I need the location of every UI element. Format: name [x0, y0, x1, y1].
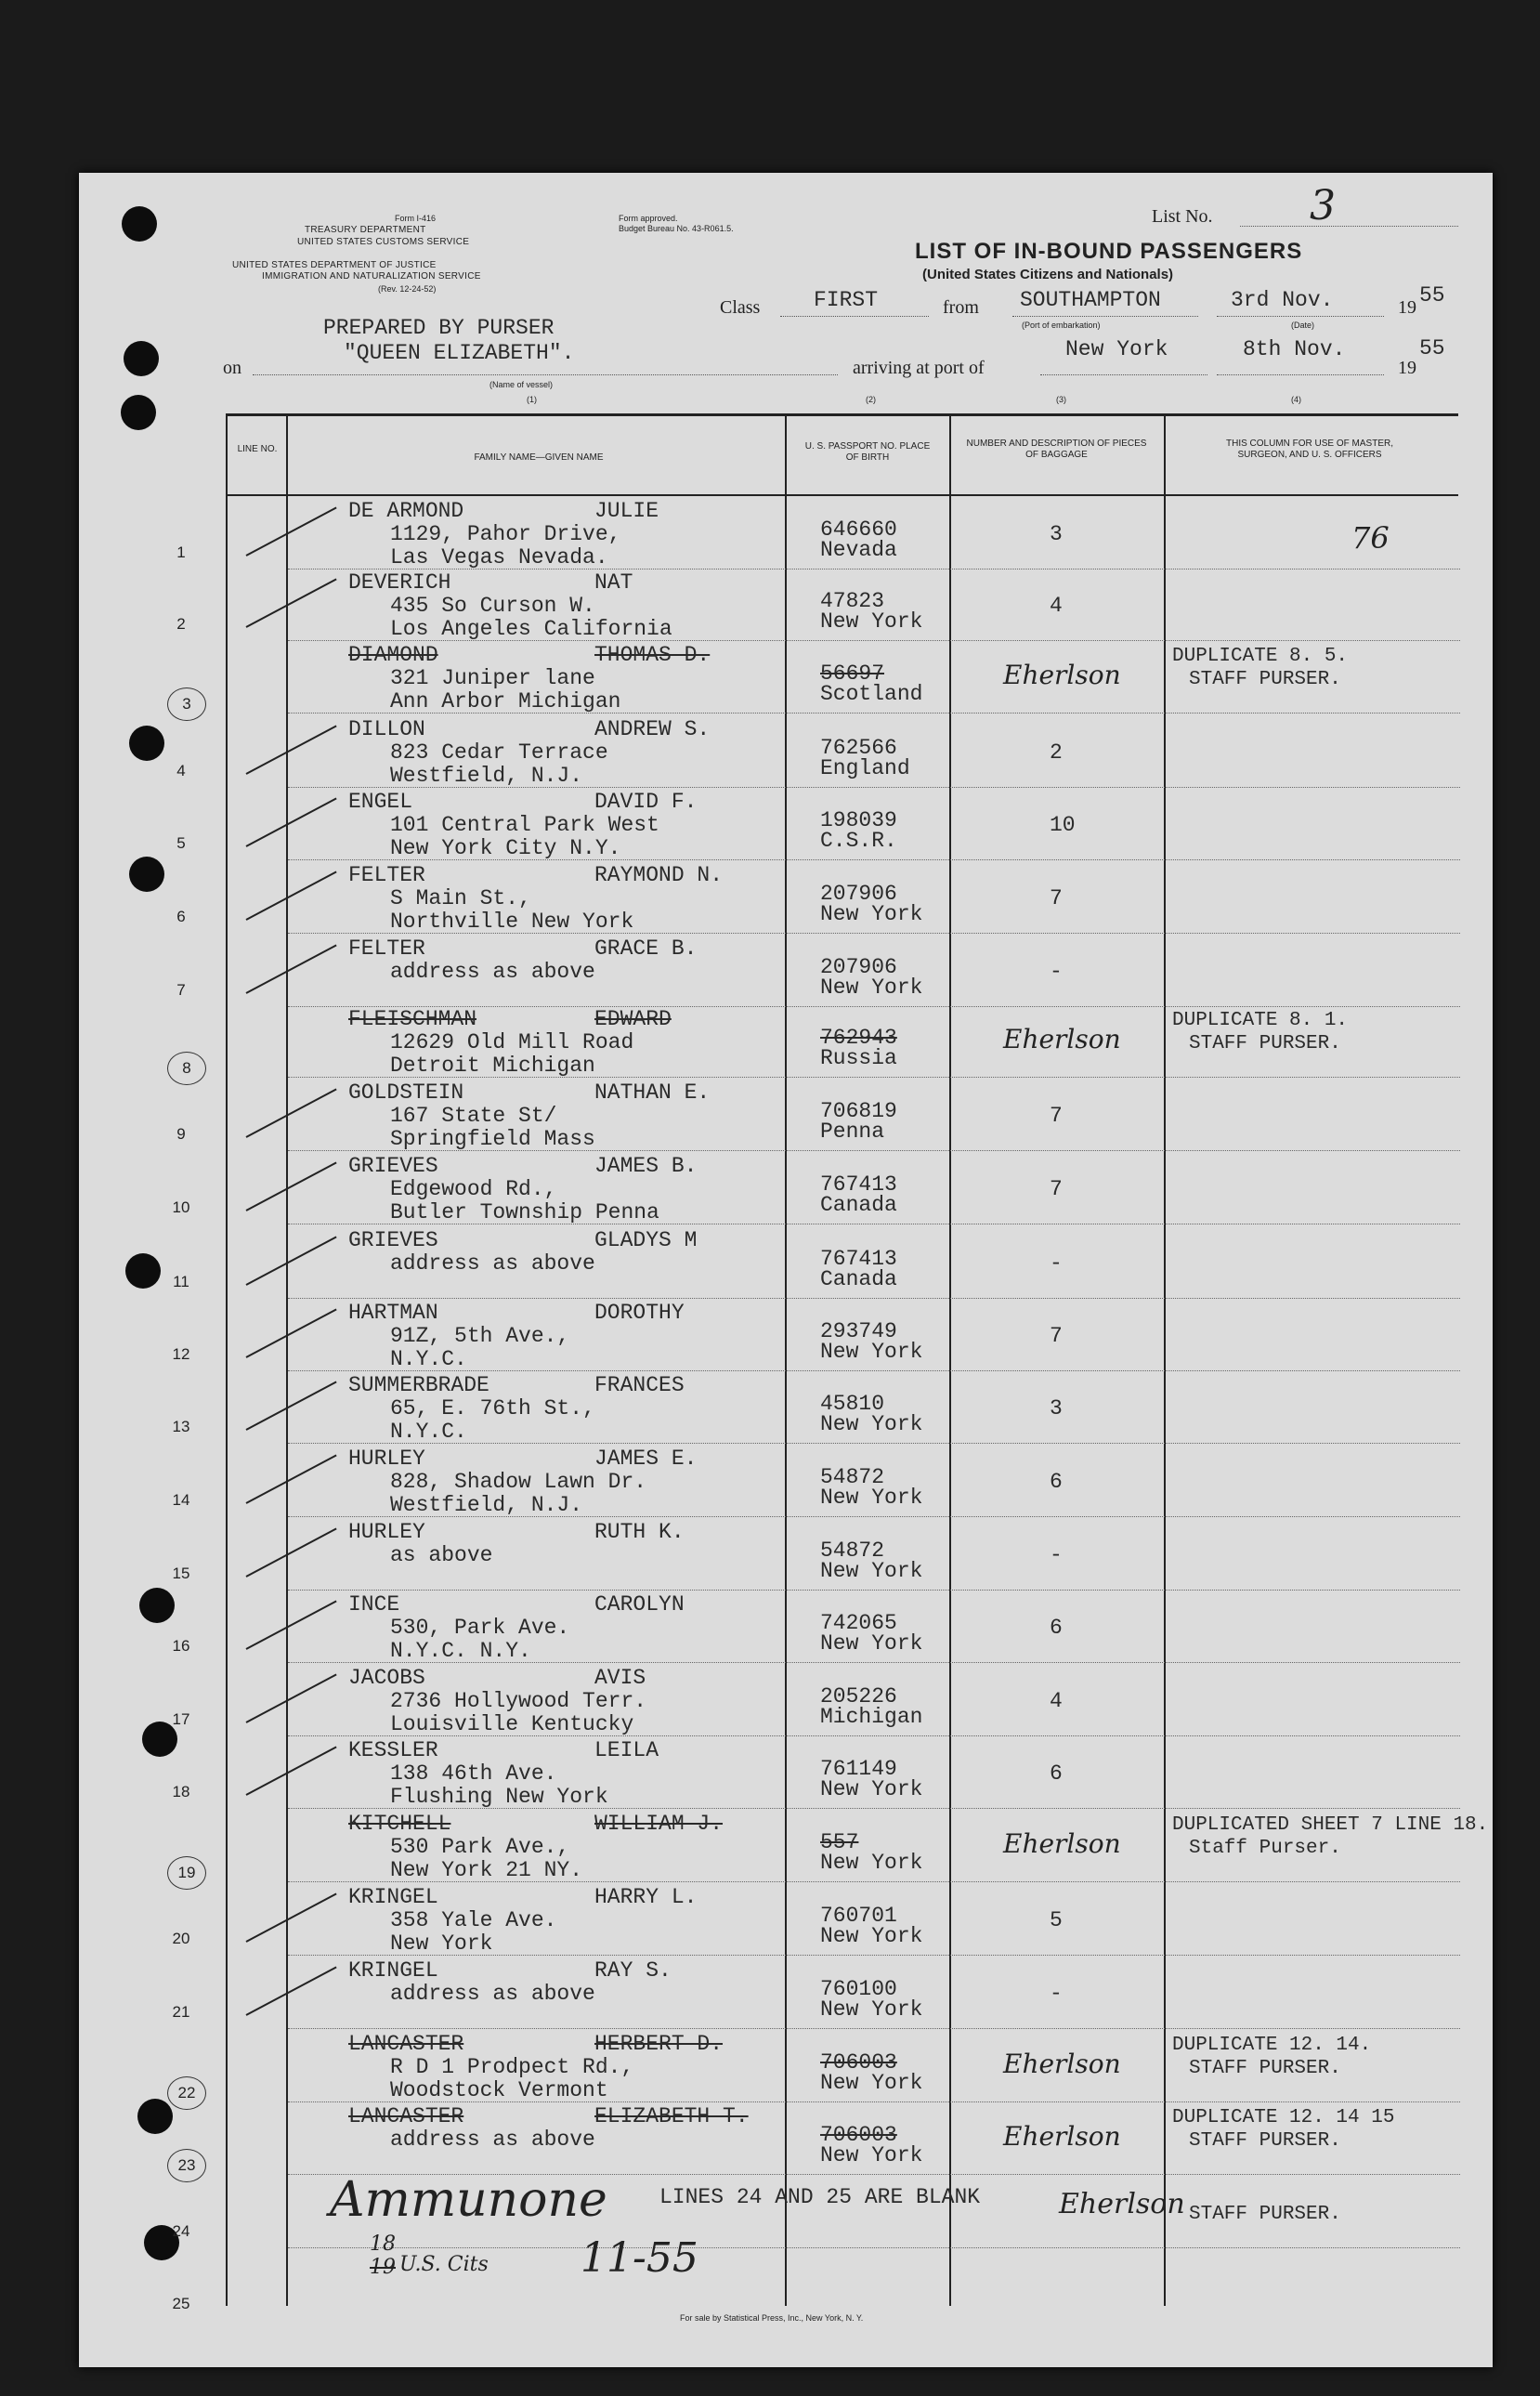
place-of-birth: New York: [820, 1997, 923, 2022]
baggage-count: 3: [1050, 1396, 1063, 1421]
passenger-address-line2: Flushing New York: [390, 1785, 608, 1809]
baggage-count: -: [1050, 1543, 1063, 1567]
passenger-address-line2: Detroit Michigan: [390, 1054, 595, 1078]
place-of-birth: Canada: [820, 1267, 897, 1291]
punch-hole: [121, 395, 156, 430]
punch-hole: [122, 206, 157, 242]
passport-number: 207906: [820, 955, 897, 979]
column-header-officers: THIS COLUMN FOR USE OF MASTER, SURGEON, AND U. S. OFFICERS: [1225, 439, 1393, 460]
col-divider-passport: [949, 413, 951, 2306]
passport-number: 742065: [820, 1611, 897, 1635]
passenger-given-name: RAYMOND N.: [594, 863, 724, 887]
passenger-given-name: WILLIAM J.: [594, 1812, 724, 1836]
handwritten-initials: Eherlson: [1003, 2121, 1121, 2152]
punch-hole: [129, 857, 164, 892]
passenger-address-line2: New York: [390, 1931, 493, 1956]
place-of-birth: England: [820, 756, 910, 780]
passenger-address-line1: 2736 Hollywood Terr.: [390, 1689, 647, 1713]
passport-number: 45810: [820, 1392, 885, 1416]
passport-number: 761149: [820, 1757, 897, 1781]
passenger-given-name: RAY S.: [594, 1958, 672, 1983]
place-of-birth: Penna: [820, 1119, 885, 1144]
passenger-address-line1: Edgewood Rd.,: [390, 1177, 557, 1201]
line-number: 18: [172, 1783, 190, 1800]
printer-footer: For sale by Statistical Press, Inc., New York, N. Y.: [680, 2313, 864, 2323]
line-number: 5: [176, 834, 186, 852]
passenger-address-line1: address as above: [390, 2128, 595, 2152]
officer-note: DUPLICATED SHEET 7 LINE 18.: [1172, 1814, 1489, 1836]
passenger-address-line1: address as above: [390, 1982, 595, 2006]
justice-dept: UNITED STATES DEPARTMENT OF JUSTICE: [232, 260, 437, 270]
place-of-birth: Michigan: [820, 1705, 923, 1729]
baggage-count: -: [1050, 1251, 1063, 1276]
passenger-family-name: ENGEL: [348, 790, 413, 814]
list-no-value: 3: [1310, 182, 1336, 229]
passenger-address-line2: Springfield Mass: [390, 1127, 595, 1151]
passenger-address-line1: S Main St.,: [390, 886, 531, 910]
list-title: LIST OF IN-BOUND PASSENGERS: [915, 239, 1303, 264]
passenger-given-name: LEILA: [594, 1738, 659, 1762]
prepared-by-line2: "QUEEN ELIZABETH".: [344, 341, 575, 365]
passenger-given-name: RUTH K.: [594, 1520, 685, 1544]
passport-number: 767413: [820, 1172, 897, 1197]
date-caption: (Date): [1291, 321, 1315, 330]
col-number-3: (3): [1056, 395, 1066, 404]
line-number: 17: [172, 1710, 190, 1728]
passenger-family-name: DIAMOND: [348, 643, 438, 667]
passenger-family-name: FELTER: [348, 863, 425, 887]
passenger-given-name: JULIE: [594, 499, 659, 523]
passenger-family-name: KITCHELL: [348, 1812, 451, 1836]
passenger-family-name: GOLDSTEIN: [348, 1080, 464, 1105]
line-number: 8: [167, 1052, 206, 1085]
line-number: 24: [172, 2222, 190, 2240]
customs-service: UNITED STATES CUSTOMS SERVICE: [297, 237, 470, 247]
passenger-address-line2: Westfield, N.J.: [390, 1493, 583, 1517]
passenger-address-line2: New York 21 NY.: [390, 1858, 583, 1882]
line-number: 25: [172, 2295, 190, 2312]
treasury-dept: TREASURY DEPARTMENT: [305, 225, 426, 235]
arrival-date: 8th Nov.: [1243, 337, 1346, 361]
port-embark-line: [1012, 316, 1198, 317]
officer-note: DUPLICATE 8. 1.: [1172, 1010, 1349, 1031]
baggage-count: -: [1050, 1982, 1063, 2006]
passport-number: 762943: [820, 1026, 897, 1050]
place-of-birth: New York: [820, 902, 923, 926]
officer-note-signoff: Staff Purser.: [1189, 1838, 1341, 1859]
passport-number: 198039: [820, 808, 897, 832]
passenger-family-name: INCE: [348, 1592, 400, 1617]
row-separator: [288, 2028, 1460, 2029]
passenger-address-line1: 12629 Old Mill Road: [390, 1030, 634, 1054]
line-number: 1: [176, 543, 186, 561]
officer-note-signoff: STAFF PURSER.: [1189, 669, 1341, 690]
passenger-address-line1: 530, Park Ave.: [390, 1616, 570, 1640]
line-number: 11: [173, 1273, 189, 1290]
col-divider-name: [785, 413, 787, 2306]
passenger-family-name: KRINGEL: [348, 1885, 438, 1909]
passport-number: 54872: [820, 1538, 885, 1563]
blank-lines-note: LINES 24 AND 25 ARE BLANK: [659, 2185, 981, 2209]
line-number: 21: [172, 2003, 190, 2021]
passenger-address-line2: New York City N.Y.: [390, 836, 621, 860]
handwritten-us-cits: U.S. Cits: [399, 2253, 489, 2276]
place-of-birth: New York: [820, 1412, 923, 1436]
column-header-baggage: NUMBER AND DESCRIPTION OF PIECES OF BAGGAGE: [966, 439, 1147, 460]
line-number: 14: [172, 1491, 190, 1509]
prepared-by-line1: PREPARED BY PURSER: [323, 316, 555, 340]
handwritten-count-old: 19: [370, 2256, 396, 2279]
baggage-count: 4: [1050, 1689, 1063, 1713]
passport-number: 205226: [820, 1684, 897, 1709]
passenger-address-line1: 1129, Pahor Drive,: [390, 522, 621, 546]
passenger-family-name: SUMMERBRADE: [348, 1373, 489, 1397]
col-number-4: (4): [1291, 395, 1301, 404]
officer-note-signoff: STAFF PURSER.: [1189, 1033, 1341, 1054]
line-number: 12: [172, 1345, 190, 1363]
passenger-given-name: ANDREW S.: [594, 717, 711, 741]
row-separator: [288, 1590, 1460, 1591]
line-number: 6: [176, 908, 186, 925]
passenger-address-line1: as above: [390, 1543, 493, 1567]
place-of-birth: New York: [820, 2143, 923, 2167]
passenger-given-name: GLADYS M: [594, 1228, 698, 1252]
line-number: 19: [167, 1856, 206, 1890]
baggage-count: 3: [1050, 522, 1063, 546]
col-number-2: (2): [866, 395, 876, 404]
officer-note-signoff: STAFF PURSER.: [1189, 2130, 1341, 2152]
passenger-family-name: FELTER: [348, 936, 425, 961]
baggage-count: 6: [1050, 1761, 1063, 1786]
passenger-given-name: AVIS: [594, 1666, 646, 1690]
baggage-count: -: [1050, 960, 1063, 984]
passenger-address-line1: 435 So Curson W.: [390, 594, 595, 618]
officer-note-signoff: STAFF PURSER.: [1189, 2058, 1341, 2079]
baggage-count: 7: [1050, 1104, 1063, 1128]
passenger-family-name: DE ARMOND: [348, 499, 464, 523]
passenger-family-name: DEVERICH: [348, 570, 451, 595]
passenger-given-name: FRANCES: [594, 1373, 685, 1397]
passenger-address-line1: address as above: [390, 1251, 595, 1276]
passport-number: 54872: [820, 1465, 885, 1489]
passenger-family-name: HARTMAN: [348, 1301, 438, 1325]
handwritten-top-mark: 76: [1351, 520, 1390, 556]
table-header-border: [226, 494, 1458, 496]
punch-hole: [125, 1253, 161, 1289]
passenger-given-name: HARRY L.: [594, 1885, 698, 1909]
year-suffix: 55: [1419, 283, 1445, 308]
handwritten-count-new: 18: [370, 2232, 396, 2256]
line-number: 13: [172, 1418, 190, 1435]
on-label: on: [223, 358, 241, 378]
embark-date: 3rd Nov.: [1231, 288, 1334, 312]
passenger-family-name: LANCASTER: [348, 2032, 464, 2056]
column-header-passport: U. S. PASSPORT NO. PLACE OF BIRTH: [804, 441, 931, 463]
place-of-birth: New York: [820, 1777, 923, 1801]
line-number: 3: [167, 687, 206, 721]
passenger-family-name: GRIEVES: [348, 1228, 438, 1252]
passenger-address-line1: 823 Cedar Terrace: [390, 740, 608, 765]
baggage-count: 5: [1050, 1908, 1063, 1932]
place-of-birth: New York: [820, 1924, 923, 1948]
passenger-given-name: ELIZABETH T.: [594, 2104, 749, 2128]
year-prefix-2: 19: [1398, 358, 1416, 378]
place-of-birth: New York: [820, 1851, 923, 1875]
officer-note-signoff: STAFF PURSER.: [1189, 2204, 1341, 2225]
punch-hole: [137, 2099, 173, 2134]
passenger-given-name: THOMAS D.: [594, 643, 711, 667]
class-line: [780, 316, 929, 317]
class-value: FIRST: [814, 288, 879, 312]
passenger-address-line1: 828, Shadow Lawn Dr.: [390, 1470, 647, 1494]
line-number: 4: [176, 762, 186, 779]
passenger-family-name: KRINGEL: [348, 1958, 438, 1983]
embark-date-line: [1217, 316, 1384, 317]
punch-hole: [129, 726, 164, 761]
list-subtitle: (United States Citizens and Nationals): [922, 267, 1174, 282]
port-of-arrival: New York: [1065, 337, 1168, 361]
handwritten-initials: Eherlson: [1003, 2049, 1121, 2079]
passenger-given-name: NATHAN E.: [594, 1080, 711, 1105]
place-of-birth: New York: [820, 1486, 923, 1510]
place-of-birth: New York: [820, 975, 923, 1000]
passenger-given-name: NAT: [594, 570, 633, 595]
passenger-address-line1: 65, E. 76th St.,: [390, 1396, 595, 1421]
port-embark-caption: (Port of embarkation): [1022, 321, 1101, 330]
passport-number: 767413: [820, 1247, 897, 1271]
vessel-line: [253, 374, 838, 375]
table-top-border: [226, 413, 1458, 416]
passenger-address-line2: Los Angeles California: [390, 617, 672, 641]
passport-number: 706003: [820, 2050, 897, 2075]
passenger-family-name: FLEISCHMAN: [348, 1007, 477, 1031]
arrival-date-line: [1217, 374, 1384, 375]
passenger-address-line2: Las Vegas Nevada.: [390, 545, 608, 570]
list-no-line: [1240, 226, 1458, 227]
passenger-address-line1: R D 1 Prodpect Rd.,: [390, 2055, 634, 2079]
passenger-given-name: JAMES B.: [594, 1154, 698, 1178]
passenger-family-name: LANCASTER: [348, 2104, 464, 2128]
passport-number: 706819: [820, 1099, 897, 1123]
budget-bureau: Budget Bureau No. 43-R061.5.: [619, 224, 734, 233]
passenger-given-name: HERBERT D.: [594, 2032, 724, 2056]
passenger-address-line1: 138 46th Ave.: [390, 1761, 557, 1786]
from-label: from: [943, 297, 979, 318]
passport-number: 646660: [820, 517, 897, 542]
passenger-address-line1: 101 Central Park West: [390, 813, 659, 837]
passenger-address-line2: N.Y.C.: [390, 1347, 467, 1371]
column-header-name: FAMILY NAME—GIVEN NAME: [474, 452, 604, 463]
passenger-family-name: DILLON: [348, 717, 425, 741]
officer-note: DUPLICATE 12. 14.: [1172, 2035, 1372, 2056]
port-of-embarkation: SOUTHAMPTON: [1020, 288, 1161, 312]
passenger-address-line1: 358 Yale Ave.: [390, 1908, 557, 1932]
passenger-address-line1: 91Z, 5th Ave.,: [390, 1324, 570, 1348]
line-number: 9: [176, 1125, 186, 1143]
passenger-family-name: GRIEVES: [348, 1154, 438, 1178]
passenger-address-line2: Northville New York: [390, 910, 634, 934]
baggage-count: 2: [1050, 740, 1063, 765]
baggage-count: 4: [1050, 594, 1063, 618]
passenger-given-name: JAMES E.: [594, 1447, 698, 1471]
line-number: 15: [172, 1565, 190, 1582]
passenger-given-name: DAVID F.: [594, 790, 698, 814]
table-left-border: [226, 413, 228, 2306]
line-number: 16: [172, 1637, 190, 1655]
passport-number: 760100: [820, 1977, 897, 2001]
punch-hole: [124, 341, 159, 376]
handwritten-date-mark: 11-55: [581, 2234, 698, 2282]
baggage-count: 6: [1050, 1470, 1063, 1494]
line-number: 10: [172, 1198, 190, 1216]
baggage-count: 7: [1050, 1177, 1063, 1201]
passport-number: 293749: [820, 1319, 897, 1343]
row-separator: [288, 1298, 1460, 1299]
passenger-address-line2: N.Y.C. N.Y.: [390, 1639, 531, 1663]
form-number: Form I-416: [395, 214, 437, 223]
passport-number: 762566: [820, 736, 897, 760]
year-suffix-2: 55: [1419, 336, 1445, 360]
officer-note: DUPLICATE 12. 14 15: [1172, 2107, 1395, 2128]
col-divider-line: [286, 413, 288, 2306]
passenger-family-name: HURLEY: [348, 1520, 425, 1544]
vessel-caption: (Name of vessel): [489, 380, 554, 389]
passenger-address-line2: Ann Arbor Michigan: [390, 689, 621, 714]
passenger-given-name: DOROTHY: [594, 1301, 685, 1325]
handwritten-ammunone: Ammunone: [330, 2172, 607, 2228]
list-no-label: List No.: [1152, 206, 1213, 227]
passenger-address-line2: N.Y.C.: [390, 1420, 467, 1444]
place-of-birth: New York: [820, 609, 923, 634]
line-number: 22: [167, 2076, 206, 2110]
place-of-birth: New York: [820, 1631, 923, 1656]
place-of-birth: Nevada: [820, 538, 897, 562]
passenger-address-line1: 530 Park Ave.,: [390, 1835, 570, 1859]
passenger-address-line2: Woodstock Vermont: [390, 2078, 608, 2102]
column-header-line-no: LINE NO.: [237, 444, 278, 454]
passenger-address-line2: Butler Township Penna: [390, 1200, 659, 1224]
col-number-1: (1): [527, 395, 537, 404]
passenger-family-name: JACOBS: [348, 1666, 425, 1690]
place-of-birth: Scotland: [820, 682, 923, 706]
line-number: 20: [172, 1930, 190, 1947]
handwritten-initials: Eherlson: [1003, 1828, 1121, 1859]
handwritten-initials: Eherlson: [1003, 1024, 1121, 1054]
line-number: 2: [176, 615, 186, 633]
ins-service: IMMIGRATION AND NATURALIZATION SERVICE: [262, 271, 481, 281]
place-of-birth: Canada: [820, 1193, 897, 1217]
passport-number: 207906: [820, 882, 897, 906]
line-number: 23: [167, 2149, 206, 2182]
baggage-count: 10: [1050, 813, 1076, 837]
revision: (Rev. 12-24-52): [378, 284, 437, 294]
passenger-given-name: EDWARD: [594, 1007, 672, 1031]
officer-note: DUPLICATE 8. 5.: [1172, 646, 1349, 667]
place-of-birth: Russia: [820, 1046, 897, 1070]
passenger-address-line2: Louisville Kentucky: [390, 1712, 634, 1736]
passport-number: 47823: [820, 589, 885, 613]
passenger-given-name: GRACE B.: [594, 936, 698, 961]
passenger-address-line1: address as above: [390, 960, 595, 984]
handwritten-signature: Eherlson: [1059, 2188, 1185, 2220]
punch-hole: [139, 1588, 175, 1623]
baggage-count: 7: [1050, 1324, 1063, 1348]
passenger-given-name: CAROLYN: [594, 1592, 685, 1617]
form-approved: Form approved.: [619, 214, 678, 223]
class-label: Class: [720, 297, 761, 318]
col-divider-baggage: [1164, 413, 1166, 2306]
row-separator: [288, 2247, 1460, 2248]
passenger-address-line1: 167 State St/: [390, 1104, 557, 1128]
passport-number: 706003: [820, 2123, 897, 2147]
passport-number: 760701: [820, 1904, 897, 1928]
passenger-family-name: KESSLER: [348, 1738, 438, 1762]
place-of-birth: New York: [820, 2071, 923, 2095]
place-of-birth: New York: [820, 1340, 923, 1364]
passenger-address-line1: 321 Juniper lane: [390, 666, 595, 690]
place-of-birth: C.S.R.: [820, 829, 897, 853]
line-number: 7: [176, 981, 186, 999]
baggage-count: 6: [1050, 1616, 1063, 1640]
year-prefix: 19: [1398, 297, 1416, 318]
passport-number: 557: [820, 1830, 859, 1854]
arriving-label: arriving at port of: [853, 358, 985, 378]
passenger-address-line2: Westfield, N.J.: [390, 764, 583, 788]
place-of-birth: New York: [820, 1559, 923, 1583]
passenger-family-name: HURLEY: [348, 1447, 425, 1471]
passport-number: 56697: [820, 661, 885, 686]
baggage-count: 7: [1050, 886, 1063, 910]
handwritten-initials: Eherlson: [1003, 660, 1121, 690]
port-arrival-line: [1040, 374, 1207, 375]
